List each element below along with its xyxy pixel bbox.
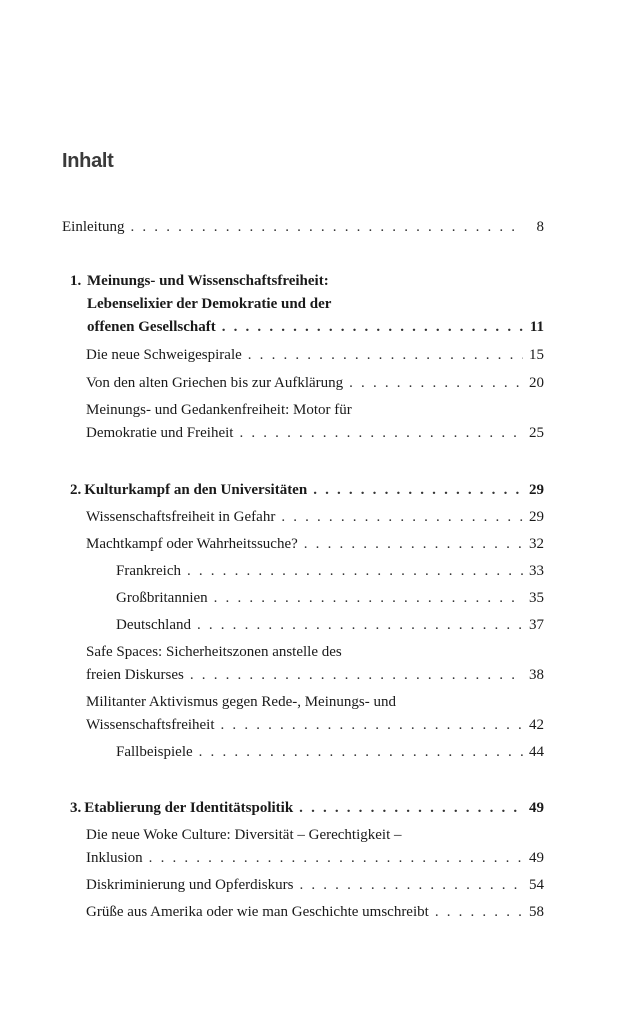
chapter-title: Kulturkampf an den Universitäten <box>84 482 308 498</box>
toc-section[interactable] <box>86 901 544 924</box>
toc-chapter-3[interactable] <box>70 797 544 820</box>
toc-page-number: 25 <box>529 425 544 441</box>
toc-label: Wissenschaftsfreiheit in Gefahr <box>86 509 276 525</box>
toc-label: Einleitung <box>62 219 125 235</box>
toc-page-number: 15 <box>529 347 544 363</box>
toc-label: Machtkampf oder Wahrheitssuche? <box>86 536 298 552</box>
toc-page-number: 42 <box>529 717 544 733</box>
toc-page-number: 49 <box>529 800 544 816</box>
toc-label-line-2: Inklusion <box>86 850 143 866</box>
chapter-title: Etablierung der Identitätspolitik <box>84 800 294 816</box>
toc-page-number: 35 <box>529 590 544 606</box>
toc-page-number: 11 <box>529 319 544 335</box>
toc-page-number: 29 <box>529 509 544 525</box>
toc-subsection[interactable] <box>116 614 544 637</box>
toc-page-number: 58 <box>529 904 544 920</box>
leader-dots <box>221 714 523 737</box>
leader-dots <box>313 479 523 502</box>
toc-subsection[interactable] <box>116 560 544 583</box>
toc-label-line-1: Militanter Aktivismus gegen Rede-, Meinungs- und <box>86 694 396 710</box>
toc-label: Frankreich <box>116 563 181 579</box>
leader-dots <box>349 372 523 395</box>
toc-label: Großbritannien <box>116 590 208 606</box>
toc-page-number: 54 <box>529 877 544 893</box>
leader-dots <box>281 506 523 529</box>
toc-page-number: 44 <box>529 744 544 760</box>
leader-dots <box>299 797 523 820</box>
toc-subsection[interactable] <box>116 741 544 764</box>
leader-dots <box>197 614 523 637</box>
leader-dots <box>222 316 524 339</box>
leader-dots <box>199 741 523 764</box>
toc-label-line-2: Demokratie und Freiheit <box>86 425 234 441</box>
page-title: Inhalt <box>62 150 114 172</box>
leader-dots <box>187 560 523 583</box>
toc-page-number: 8 <box>536 219 544 235</box>
toc-label: Fallbeispiele <box>116 744 193 760</box>
leader-dots <box>149 847 523 870</box>
toc-label: Diskriminierung und Opferdiskurs <box>86 877 294 893</box>
toc-page-number: 49 <box>529 850 544 866</box>
toc-page-number: 32 <box>529 536 544 552</box>
leader-dots <box>131 216 525 239</box>
toc-section[interactable] <box>86 399 544 445</box>
toc-chapter-2[interactable] <box>70 479 544 502</box>
toc-page-number: 38 <box>529 667 544 683</box>
leader-dots <box>190 664 523 687</box>
toc-label-line-2: freien Diskurses <box>86 667 184 683</box>
leader-dots <box>435 901 523 924</box>
toc-section[interactable] <box>86 372 544 395</box>
toc-page-number: 20 <box>529 375 544 391</box>
toc-section[interactable] <box>86 533 544 556</box>
chapter-title-line-3: offenen Gesellschaft <box>87 319 216 335</box>
toc-label-line-2: Wissenschaftsfreiheit <box>86 717 215 733</box>
toc-chapter-1[interactable] <box>70 270 544 339</box>
toc-label: Grüße aus Amerika oder wie man Geschichte umschreibt <box>86 904 429 920</box>
chapter-number: 3. <box>70 800 82 816</box>
toc-section[interactable] <box>86 691 544 737</box>
toc-label-line-1: Safe Spaces: Sicherheitszonen anstelle des <box>86 644 342 660</box>
toc-section[interactable] <box>86 506 544 529</box>
leader-dots <box>299 874 523 897</box>
toc-section[interactable] <box>86 641 544 687</box>
leader-dots <box>239 422 523 445</box>
toc-page-number: 29 <box>529 482 544 498</box>
toc-section[interactable] <box>86 344 544 367</box>
toc-label-line-1: Meinungs- und Gedankenfreiheit: Motor für <box>86 402 352 418</box>
chapter-number: 1. <box>70 273 82 289</box>
toc-label: Deutschland <box>116 617 191 633</box>
toc-entry-einleitung[interactable] <box>62 216 544 239</box>
toc-label: Die neue Schweigespirale <box>86 347 242 363</box>
toc-section[interactable] <box>86 824 544 870</box>
leader-dots <box>304 533 523 556</box>
chapter-number: 2. <box>70 482 82 498</box>
toc-label: Von den alten Griechen bis zur Aufklärung <box>86 375 344 391</box>
toc-page-number: 37 <box>529 617 544 633</box>
toc-page-number: 33 <box>529 563 544 579</box>
leader-dots <box>248 344 523 367</box>
chapter-title-line-2: Lebenselixier der Demokratie und der <box>87 296 332 312</box>
toc-label-line-1: Die neue Woke Culture: Diversität – Gerechtigkeit – <box>86 827 402 843</box>
chapter-title-line-1: Meinungs- und Wissenschaftsfreiheit: <box>87 273 329 289</box>
leader-dots <box>214 587 523 610</box>
toc-subsection[interactable] <box>116 587 544 610</box>
toc-section[interactable] <box>86 874 544 897</box>
